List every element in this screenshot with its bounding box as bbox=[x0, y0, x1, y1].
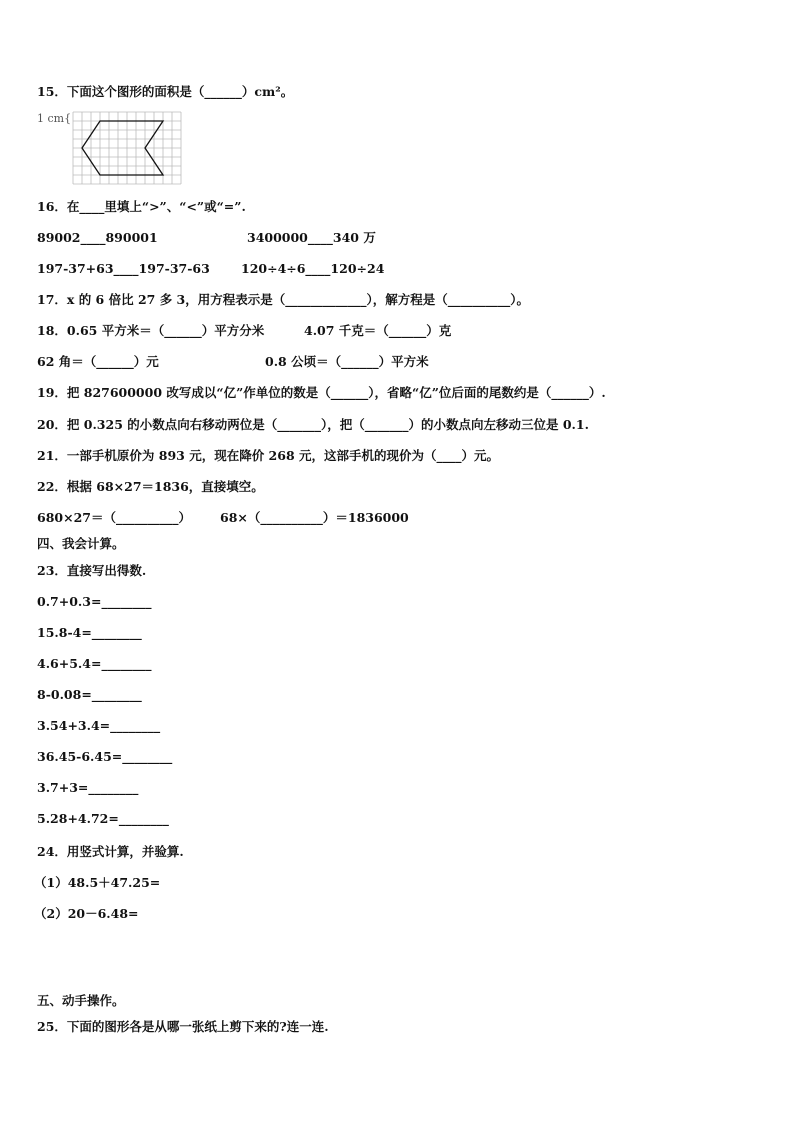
question-23: 23．直接写出得数. bbox=[37, 563, 147, 578]
question-21: 21．一部手机原价为 893 元，现在降价 268 元，这部手机的现价为（____）元。 bbox=[37, 448, 499, 463]
calc-item: 4.6+5.4=________ bbox=[37, 656, 152, 671]
question-17: 17．x 的 6 倍比 27 多 3，用方程表示是（_____________），解方程是（__________）。 bbox=[37, 292, 529, 307]
vertical-calc-item: （1）48.5＋47.25= bbox=[34, 875, 161, 890]
calc-item: 36.45-6.45=________ bbox=[37, 749, 173, 764]
q16-row1-left: 89002____890001 bbox=[37, 230, 158, 245]
vertical-calc-item: （2）20－6.48= bbox=[34, 906, 139, 921]
q18-row1-left: 18．0.65 平方米＝（______）平方分米 bbox=[37, 323, 265, 338]
question-24: 24．用竖式计算，并验算. bbox=[37, 844, 184, 859]
q22-right: 68×（__________）＝1836000 bbox=[220, 510, 409, 525]
calc-item: 3.7+3=________ bbox=[37, 780, 139, 795]
q18-row1-right: 4.07 千克＝（______）克 bbox=[304, 323, 452, 338]
calc-item: 0.7+0.3=________ bbox=[37, 594, 152, 609]
section-5-heading: 五、动手操作。 bbox=[37, 993, 125, 1008]
question-25: 25．下面的图形各是从哪一张纸上剪下来的?连一连. bbox=[37, 1019, 329, 1034]
section-4-heading: 四、我会计算。 bbox=[37, 536, 125, 551]
calc-item: 8-0.08=________ bbox=[37, 687, 142, 702]
q16-row1-right: 3400000____340 万 bbox=[247, 230, 376, 245]
q18-row2-right: 0.8 公顷＝（______）平方米 bbox=[265, 354, 429, 369]
calc-item: 5.28+4.72=________ bbox=[37, 811, 169, 826]
question-20: 20．把 0.325 的小数点向右移动两位是（_______），把（_______）的小数点向左移动三位是 0.1. bbox=[37, 417, 589, 432]
question-22: 22．根据 68×27＝1836，直接填空。 bbox=[37, 479, 264, 494]
question-19: 19．把 827600000 改写成以“亿”作单位的数是（______），省略“亿”位后面的尾数约是（______）. bbox=[37, 385, 606, 400]
q16-row2-left: 197-37+63____197-37-63 bbox=[37, 261, 210, 276]
grid-figure bbox=[35, 110, 185, 188]
calc-item: 3.54+3.4=________ bbox=[37, 718, 161, 733]
q16-row2-right: 120÷4÷6____120÷24 bbox=[241, 261, 385, 276]
unit-label: 1 cm{ bbox=[37, 112, 72, 125]
calc-item: 15.8-4=________ bbox=[37, 625, 142, 640]
q18-row2-left: 62 角＝（______）元 bbox=[37, 354, 159, 369]
question-16: 16．在____里填上“>”、“<”或“=”. bbox=[37, 199, 246, 214]
question-15: 15．下面这个图形的面积是（______）cm²。 bbox=[37, 84, 294, 99]
q22-left: 680×27＝（__________） bbox=[37, 510, 191, 525]
